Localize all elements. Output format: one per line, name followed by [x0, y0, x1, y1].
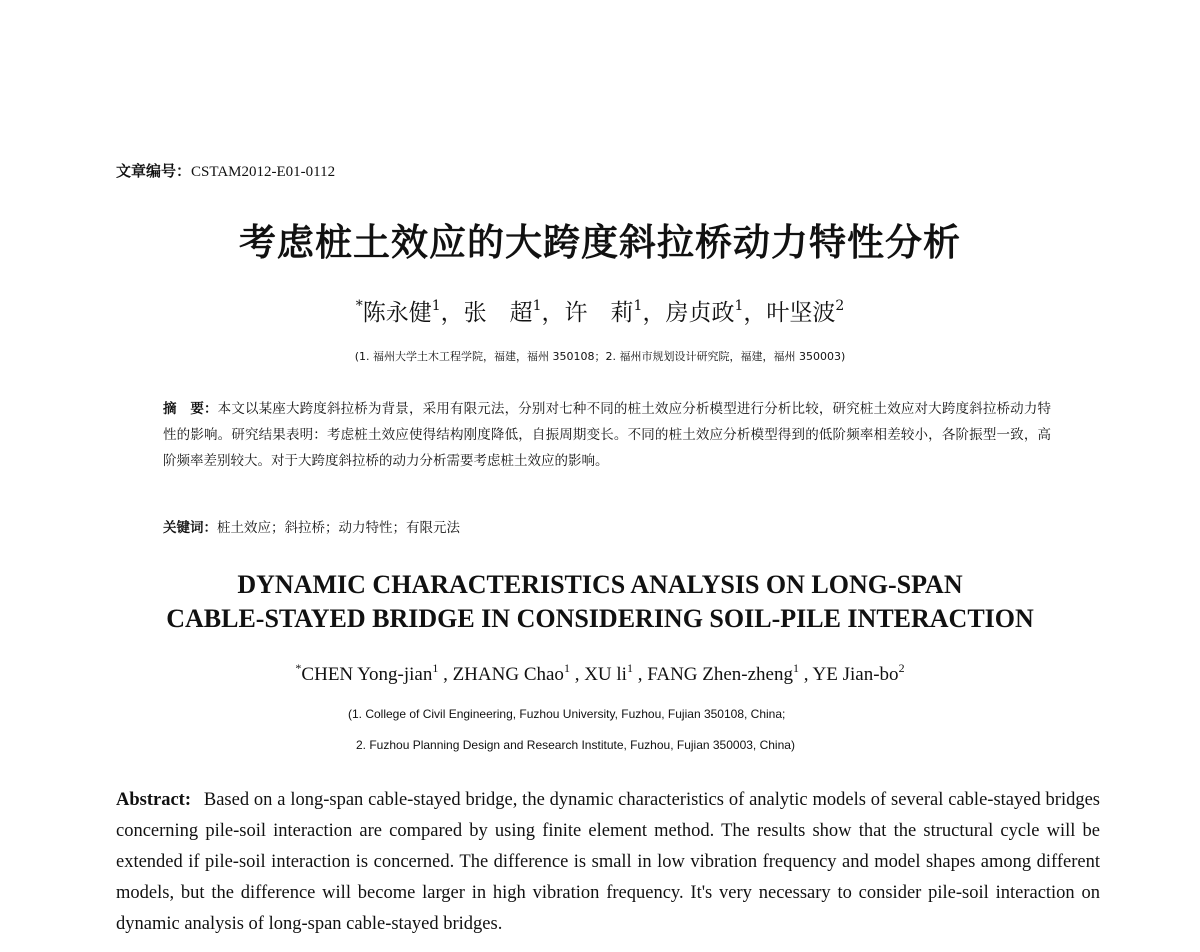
author-separator: ， [440, 300, 464, 326]
article-number [116, 160, 335, 181]
author-name: XU li [584, 664, 627, 685]
author-separator: , [799, 664, 813, 685]
author-affil-sup: 1 [734, 298, 744, 314]
english-title-line-1: DYNAMIC CHARACTERISTICS ANALYSIS ON LONG-SPAN [237, 570, 963, 599]
english-abstract-label: Abstract: [116, 790, 192, 810]
article-number-label: 文章编号： [116, 162, 192, 180]
english-title [0, 568, 1200, 636]
author-name: FANG Zhen-zheng [647, 664, 793, 685]
chinese-keywords-label: 关键词： [163, 520, 217, 536]
author-separator: ， [642, 300, 666, 326]
author-affil-sup: 2 [898, 661, 905, 675]
author-name: 许 莉 [564, 300, 634, 326]
english-affiliation-1: (1. College of Civil Engineering, Fuzhou University, Fuzhou, Fujian 350108, China; [348, 707, 786, 721]
english-abstract [116, 785, 1100, 940]
author-separator: , [632, 664, 648, 685]
author-name: CHEN Yong-jian [301, 664, 433, 685]
corresponding-mark: * [355, 298, 363, 314]
author-name: 张 超 [463, 300, 533, 326]
author-affil-sup: 2 [835, 298, 845, 314]
author-separator: , [569, 664, 585, 685]
author-affil-sup: 1 [432, 661, 439, 675]
chinese-abstract-label: 摘 要： [163, 401, 218, 417]
chinese-keywords-text: 桩土效应；斜拉桥；动力特性；有限元法 [217, 520, 460, 536]
english-title-line-2: CABLE-STAYED BRIDGE IN CONSIDERING SOIL-PILE INTERACTION [166, 604, 1034, 633]
author-name: YE Jian-bo [812, 664, 899, 685]
chinese-keywords [163, 516, 1051, 536]
author-affil-sup: 1 [793, 661, 799, 675]
author-affil-sup: 1 [563, 661, 570, 675]
author-affil-sup: 1 [633, 298, 643, 314]
author-name: ZHANG Chao [452, 664, 564, 685]
author-name: 叶坚波 [766, 300, 836, 326]
chinese-abstract [163, 396, 1051, 474]
chinese-abstract-text: 本文以某座大跨度斜拉桥为背景，采用有限元法，分别对七种不同的桩土效应分析模型进行分析比较，研究桩土效应对大跨度斜拉桥动力特性的影响。研究结果表明：考虑桩土效应使得结构刚度降低，自振周期变长。不同的桩土效应分析模型得到的低阶频率相差较小，各阶振型一致，高阶频率差别较大。对于大跨度斜拉桥的动力分析需要考虑桩土效应的影响。 [163, 401, 1051, 469]
chinese-authors [0, 294, 1200, 327]
author-separator: , [438, 664, 453, 685]
chinese-title: 考虑桩土效应的大跨度斜拉桥动力特性分析 [239, 221, 961, 264]
english-authors [0, 661, 1200, 686]
chinese-affiliation: (1. 福州大学土木工程学院，福建，福州 350108；2. 福州市规划设计研究院，福建，福州 350003) [354, 350, 846, 363]
author-separator: ， [743, 300, 767, 326]
author-name: 陈永健 [362, 300, 432, 326]
author-separator: ， [541, 300, 565, 326]
author-affil-sup: 1 [532, 298, 542, 314]
corresponding-mark: * [295, 661, 302, 675]
author-affil-sup: 1 [626, 661, 633, 675]
article-number-value: CSTAM2012-E01-0112 [191, 164, 336, 180]
english-affiliation-2: 2. Fuzhou Planning Design and Research Institute, Fuzhou, Fujian 350003, China) [356, 738, 795, 752]
english-abstract-text: Based on a long-span cable-stayed bridge, the dynamic characteristics of analytic models of several cable-stayed bridges concerning pile-soil interaction are compared by using finite element method. The results show that the structural cycle will be extended if pile-soil interaction is concerned. The difference is small in low vibration frequency and model shapes among different models, but the difference will become larger in high vibration frequency. It's very necessary to consider pile-soil interaction on dynamic analysis of long-span cable-stayed bridges. [116, 790, 1101, 934]
author-affil-sup: 1 [431, 298, 441, 314]
author-name: 房贞政 [665, 300, 735, 326]
